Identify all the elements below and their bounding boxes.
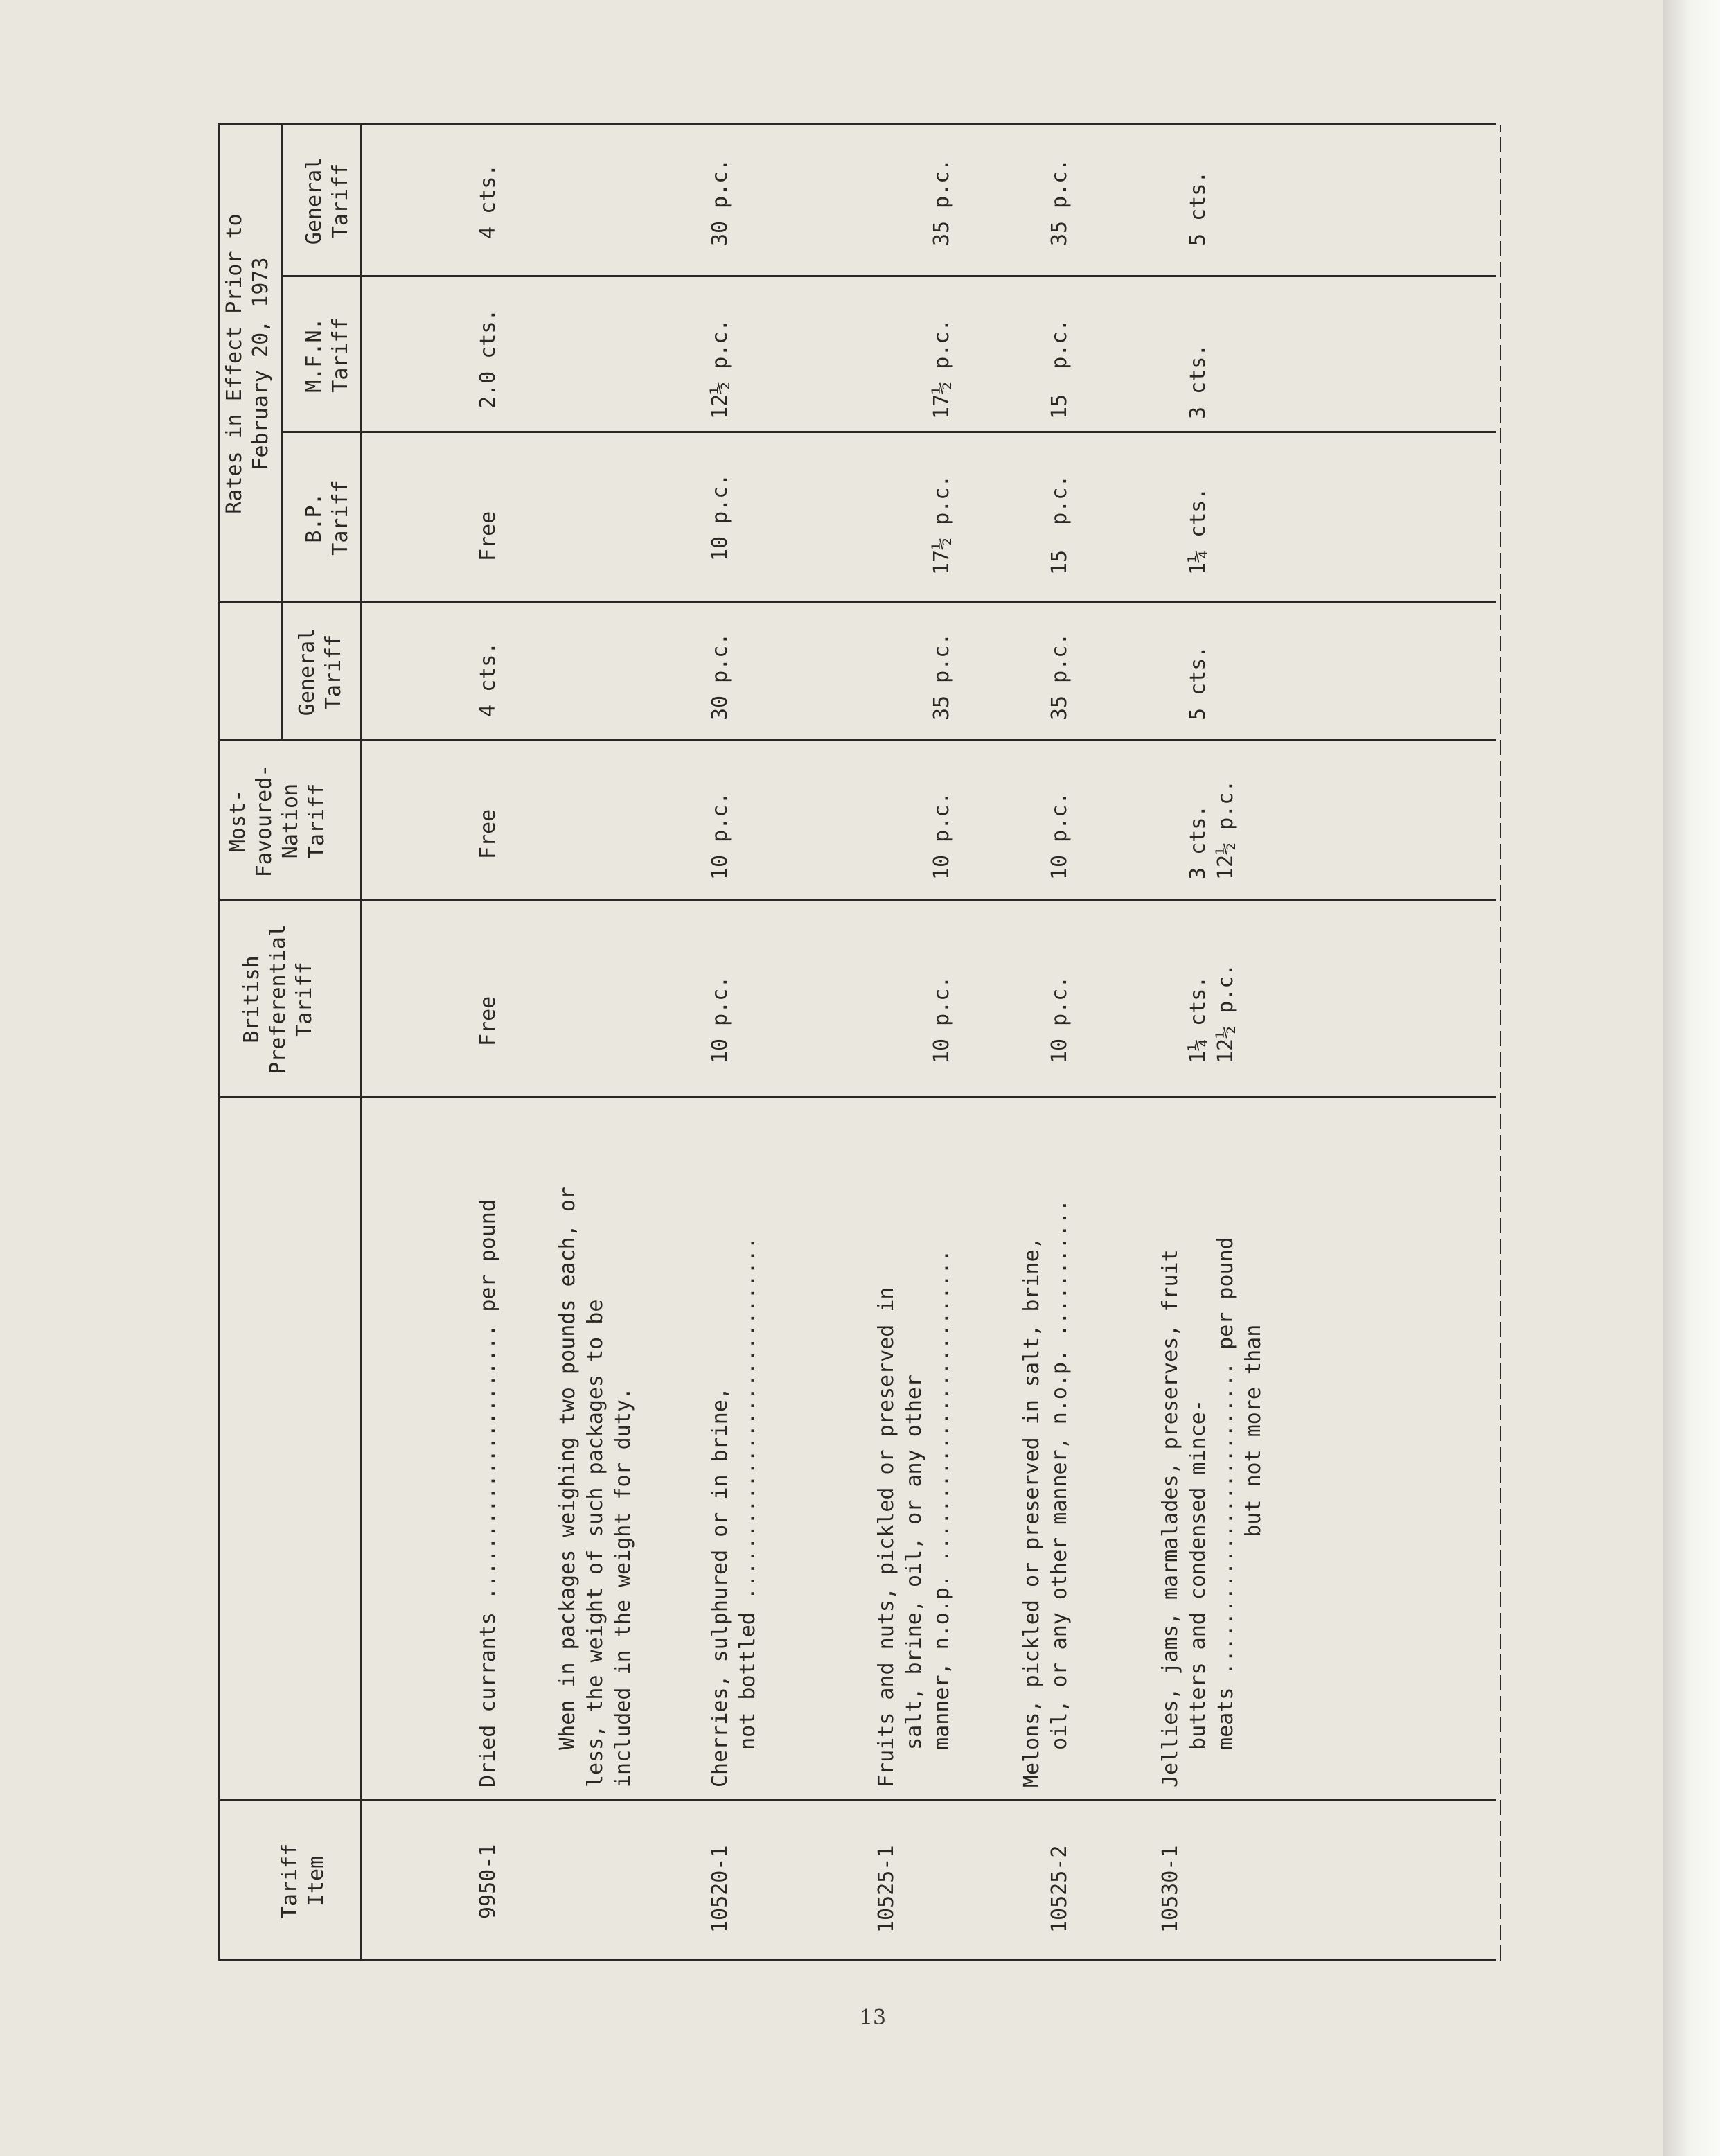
rule-mfn-gen [218, 739, 1496, 741]
header-mfn-tariff: M.F.N. Tariff [302, 317, 353, 393]
table-border-top [218, 125, 220, 1961]
rate-mfn-prior: 2.0 cts. [476, 308, 500, 409]
tariff-item-number: 10530-1 [1158, 1845, 1182, 1933]
page-number: 13 [859, 2006, 887, 2030]
rate-mfn-prior: 3 cts. [1186, 344, 1210, 419]
rate-bp-prior: 15 p.c. [1047, 475, 1072, 575]
item-description: Dried currants ...................... per pound [476, 1199, 500, 1787]
header-general: General Tariff [295, 628, 346, 716]
item-description: Fruits and nuts, pickled or preserved in salt, brine, oil, or any other manner, n.o.p. ......................... [874, 1249, 954, 1787]
rate-mfn: 10 p.c. [1047, 792, 1072, 880]
rule-top-edge [218, 123, 1496, 125]
rate-general: 5 cts. [1186, 645, 1210, 721]
rate-mfn: Free [476, 808, 500, 859]
rate-general: 35 p.c. [1047, 633, 1072, 721]
rule-bottom-edge [218, 1959, 1496, 1961]
rate-bpt: Free [476, 996, 500, 1046]
header-general-tariff-2: General Tariff [302, 157, 353, 245]
item-description: Cherries, sulphured or in brine, not bottled ............................. [708, 1237, 760, 1787]
header-british-preferential: British Preferential Tariff [240, 924, 317, 1075]
packaging-note: When in packages weighing two pounds each, or less, the weight of such packages to be included in the weight for duty. [556, 1187, 635, 1787]
header-bp-tariff: B.P. Tariff [302, 480, 353, 556]
tariff-item-number: 10525-1 [874, 1845, 898, 1933]
rate-bpt: 10 p.c. [1047, 975, 1072, 1063]
header-most-favoured-nation: Most- Favoured- Nation Tariff [226, 764, 329, 878]
tariff-item-number: 9950-1 [476, 1844, 500, 1919]
header-rule [360, 125, 362, 1961]
rate-mfn: 10 p.c. [930, 792, 954, 880]
rate-mfn-prior: 17½ p.c. [930, 319, 954, 419]
rate-bpt: 1¼ cts. 12½ p.c. [1186, 963, 1238, 1063]
rate-mfn-prior: 12½ p.c. [708, 319, 732, 419]
header-tariff-item: Tariff Item [278, 1843, 328, 1919]
table-border-bottom [1500, 125, 1501, 1961]
rate-general: 35 p.c. [930, 633, 954, 721]
rate-general-prior: 4 cts. [476, 164, 500, 239]
rate-general-prior: 35 p.c. [930, 158, 954, 246]
tariff-item-number: 10520-1 [708, 1845, 732, 1933]
rule-mfn2-gen2 [281, 275, 1496, 277]
rate-general: 4 cts. [476, 642, 500, 717]
rule-bpt-mfn [218, 899, 1496, 901]
rule-desc-bpt [218, 1096, 1496, 1098]
scan-page-edge [1663, 0, 1720, 2156]
rule-item-desc [218, 1799, 1496, 1801]
rate-mfn-prior: 15 p.c. [1047, 319, 1072, 419]
rate-mfn: 10 p.c. [708, 792, 732, 880]
rule-gen-bp [218, 601, 1496, 603]
tariff-item-number: 10525-2 [1047, 1845, 1072, 1933]
rate-general-prior: 30 p.c. [708, 158, 732, 246]
item-description: Jellies, jams, marmalades, preserves, fruit butters and condensed mince- meats ......................... per pound but not more than [1158, 1237, 1266, 1787]
rates-group-rule [281, 125, 283, 741]
rate-general-prior: 5 cts. [1186, 170, 1210, 246]
rate-general: 30 p.c. [708, 633, 732, 721]
rate-bpt: 10 p.c. [930, 975, 954, 1063]
header-rates-prior: Rates in Effect Prior to February 20, 1973 [222, 213, 273, 514]
tariff-table [208, 125, 1496, 1961]
rate-mfn: 3 cts. 12½ p.c. [1186, 779, 1238, 880]
rule-bp-mfn2 [281, 431, 1496, 433]
rate-bp-prior: 17½ p.c. [930, 475, 954, 575]
rate-bpt: 10 p.c. [708, 975, 732, 1063]
rate-bp-prior: 10 p.c. [708, 473, 732, 561]
item-description: Melons, pickled or preserved in salt, brine, oil, or any other manner, n.o.p. ........... [1020, 1199, 1072, 1787]
rate-bp-prior: Free [476, 511, 500, 561]
rate-bp-prior: 1¼ cts. [1186, 487, 1210, 575]
rate-general-prior: 35 p.c. [1047, 158, 1072, 246]
